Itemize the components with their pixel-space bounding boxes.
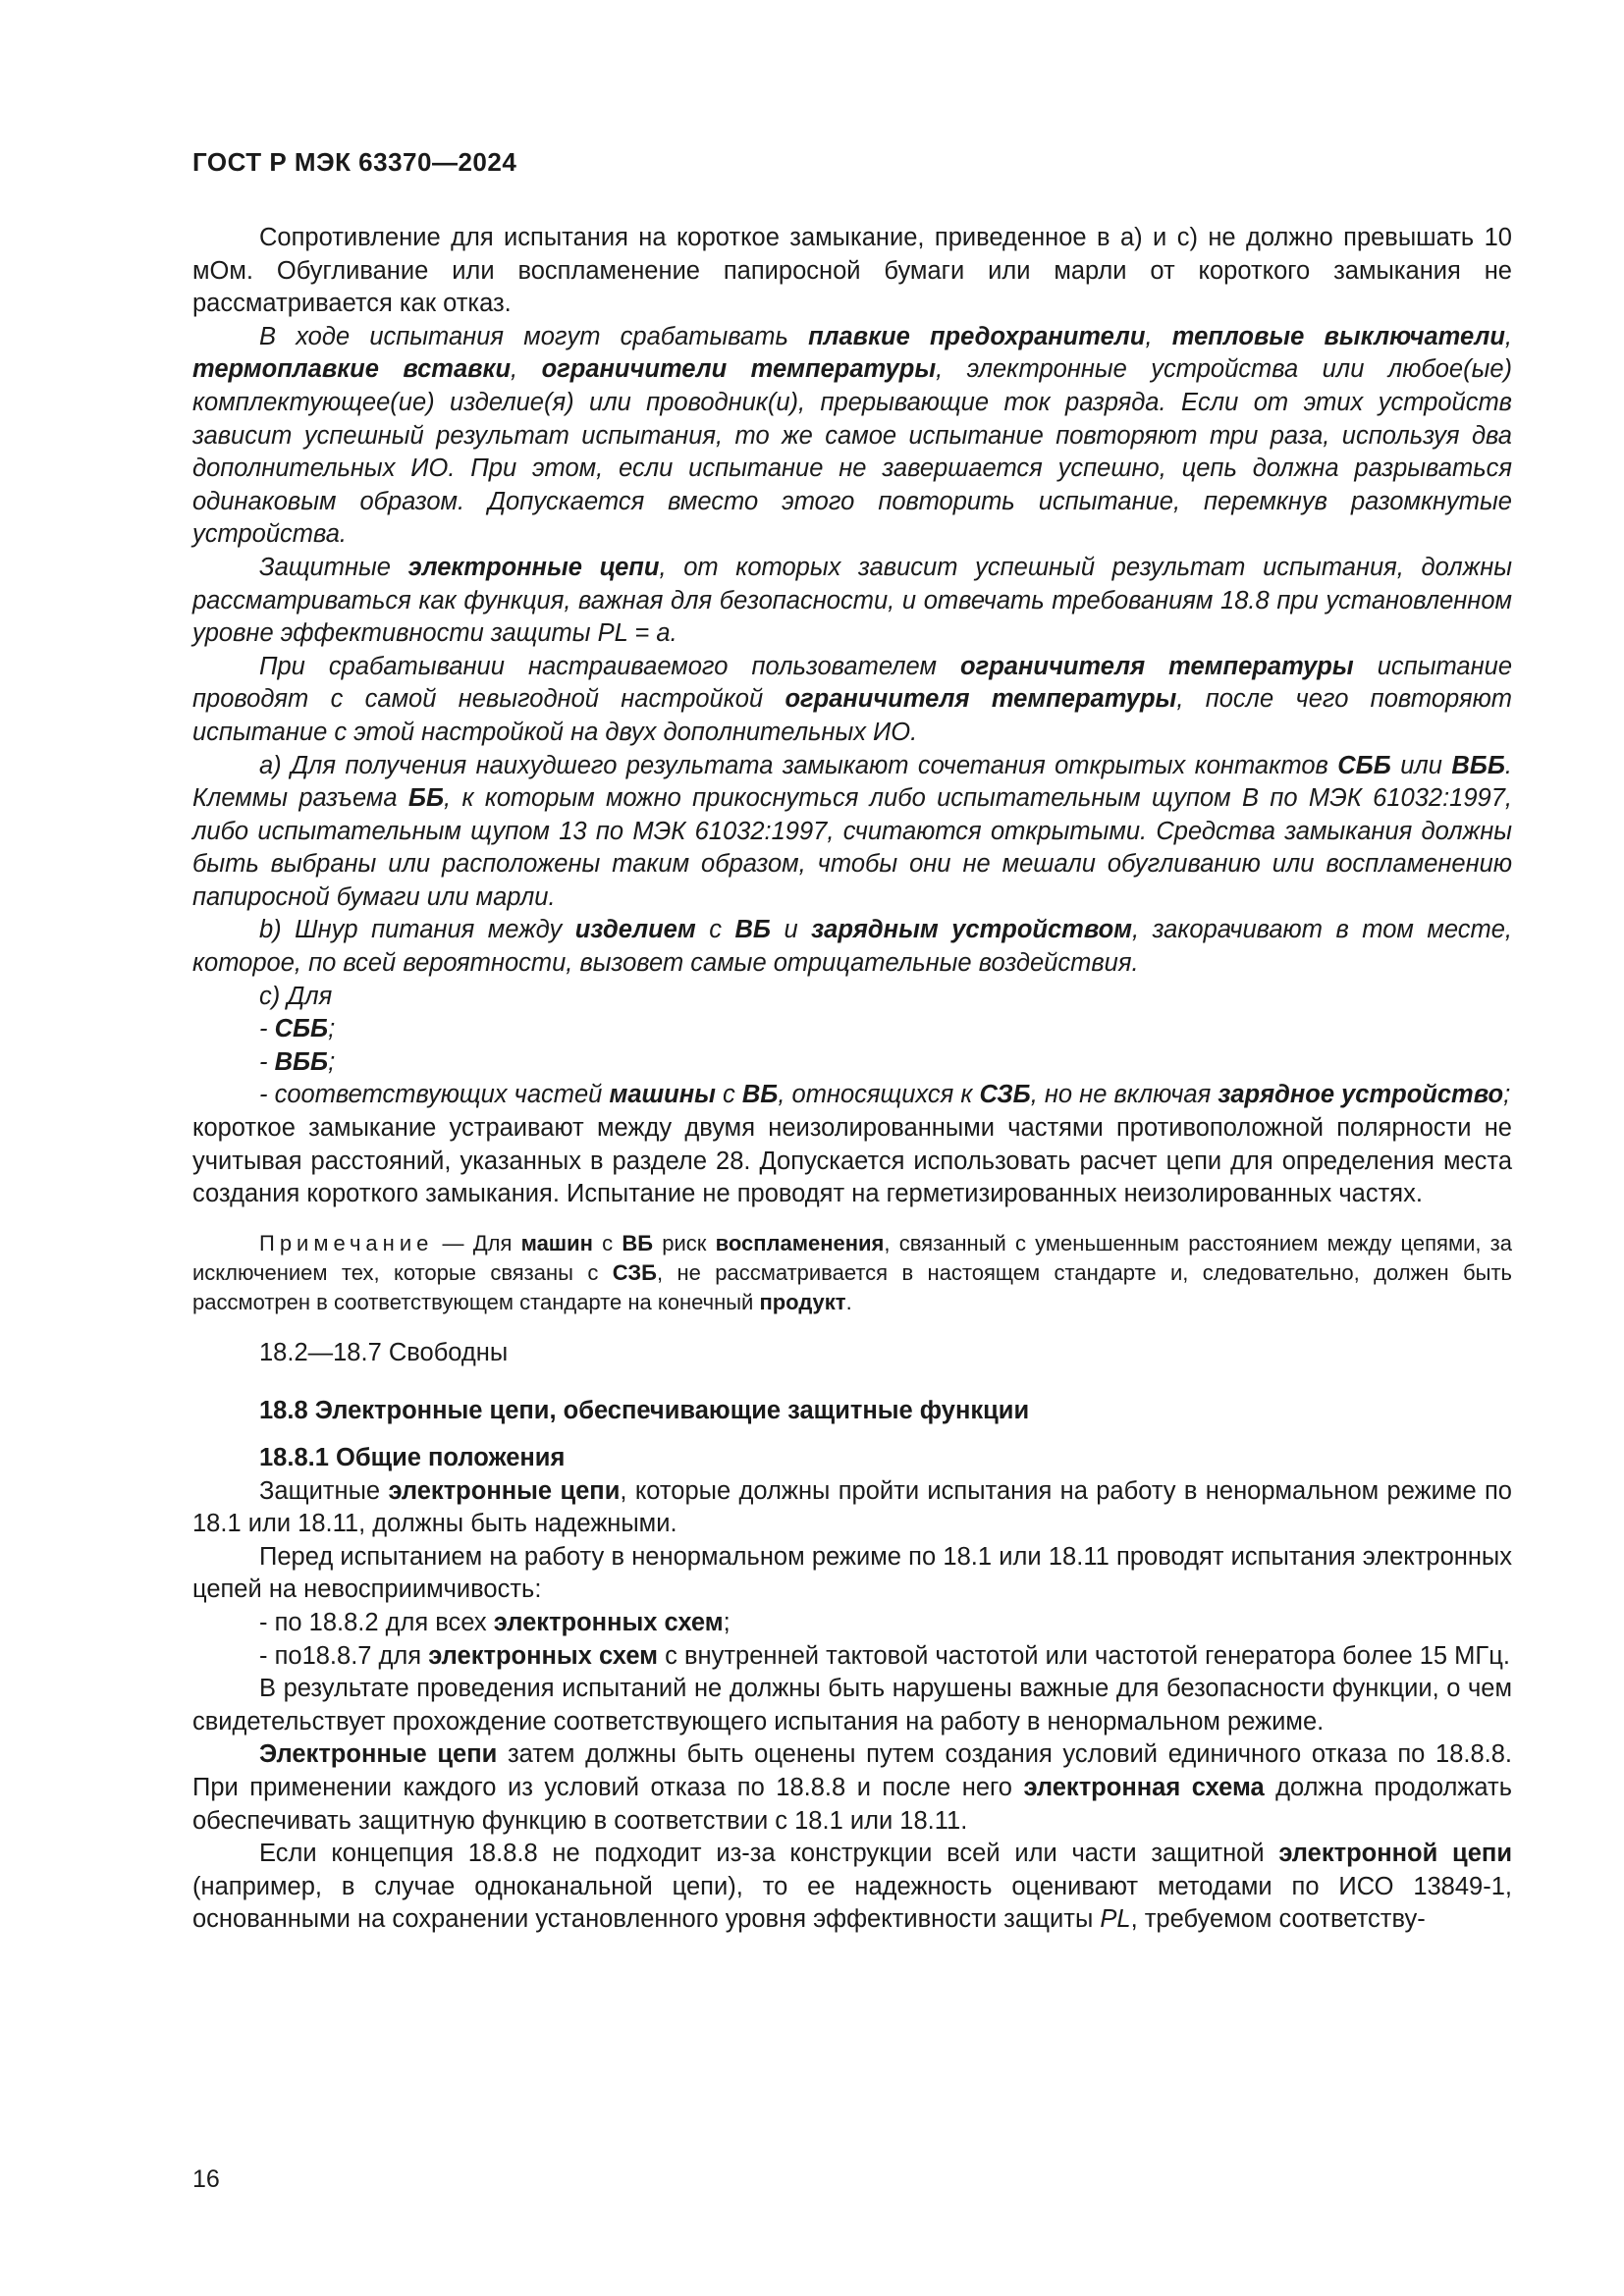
text-run: ; [723, 1608, 731, 1636]
text-run: и [770, 916, 812, 944]
paragraph [192, 750, 1512, 915]
bold-term: электронные цепи [407, 553, 660, 581]
bold-term: электронных схем [493, 1608, 724, 1636]
bold-term: плавкие предохранители [808, 322, 1146, 350]
bold-term: ВББ [274, 1047, 329, 1076]
text-run: ; [328, 1015, 336, 1043]
text-run: , к которым можно прикоснуться либо испытательным щупом B по МЭК 61032:1997, либо испытательным щупом 13 по МЭК 61032:1997, считаются открытыми. Средства замыкания должны быть выбраны или расположены таким образом, чтобы они не мешали обугливанию или воспламенению папиросной бумаги или марли. [192, 784, 1512, 911]
text-run: , требуемом соответству- [1130, 1905, 1426, 1934]
bold-term: ВБ [741, 1081, 779, 1109]
text-run: , которые должны пройти испытания на работу в ненормальном режиме по 18.1 или 18.11, должны быть надежными. [192, 1476, 1512, 1538]
text-run: - [259, 1015, 275, 1043]
paragraph [192, 1640, 1512, 1674]
text-run: . [845, 1289, 852, 1314]
paragraph [192, 1607, 1512, 1640]
text-run: - соответствующих частей [259, 1081, 610, 1109]
bold-term: электронных схем [428, 1641, 659, 1670]
page-number: 16 [192, 2165, 220, 2193]
text-run: , от которых зависит успешный результат испытания, должны рассматриваться как функция, важная для безопасности, и отвечать требованиям 18.8 при установленном уровне эффективности защиты PL = a. [192, 553, 1512, 648]
text-run: , [511, 355, 542, 384]
bold-term: электронной цепи [1278, 1840, 1512, 1868]
italic-term: PL [1100, 1905, 1131, 1934]
text-run: . Клеммы разъема [192, 751, 1512, 813]
bold-term: машин [520, 1230, 593, 1255]
text-run: В ходе испытания могут срабатывать [259, 322, 809, 350]
text-run: 18.8 Электронные цепи, обеспечивающие защитные функции [259, 1397, 1030, 1425]
text-run: Сопротивление для испытания на короткое замыкание, приведенное в a) и c) не должно превышать 10 мОм. Обугливание или воспламенение папиросной бумаги или марли от короткого замыкания не рассматривается как отказ. [192, 224, 1512, 318]
text-run: b) Шнур питания между [259, 916, 575, 944]
bold-term: машины [609, 1081, 716, 1109]
text-run: - [259, 1047, 275, 1076]
bold-term: СББ [1337, 751, 1391, 779]
bold-term: ББ [407, 784, 445, 813]
text-run: или [1390, 751, 1452, 779]
bold-term: СББ [274, 1015, 329, 1043]
text-run: с [715, 1081, 742, 1109]
text-run: c) Для [259, 982, 333, 1010]
text-run: , относящихся к [778, 1081, 980, 1109]
note-label: Примечание [259, 1230, 434, 1255]
bold-term: ВББ [1451, 751, 1505, 779]
paragraph [192, 1442, 1512, 1475]
paragraph [192, 1229, 1512, 1317]
bold-term: ограничителя температуры [785, 685, 1177, 714]
page-header: ГОСТ Р МЭК 63370—2024 [192, 147, 517, 177]
text-run: 18.2—18.7 Свободны [259, 1338, 509, 1366]
text-run: , связанный с уменьшенным расстоянием между цепями, за исключением тех, которые связаны с [192, 1230, 1512, 1285]
text-run: , [1145, 322, 1172, 350]
text-run: В результате проведения испытаний не должны быть нарушены важные для безопасности функции, о чем свидетельствует прохождение соответствующего испытания на работу в ненормальном режиме. [192, 1675, 1512, 1735]
text-run: с внутренней тактовой частотой или частотой генератора более 15 МГц. [658, 1641, 1510, 1670]
paragraph [192, 981, 1512, 1014]
text-run: Защитные [259, 553, 408, 581]
text-run: испытание проводят с самой невыгодной настройкой [192, 652, 1512, 714]
bold-term: Электронные цепи [259, 1740, 498, 1769]
paragraph [192, 1046, 1512, 1080]
bold-term: электронные цепи [388, 1476, 621, 1505]
paragraph [192, 914, 1512, 980]
bold-term: ВБ [622, 1230, 654, 1255]
text-run: Защитные [259, 1476, 389, 1505]
paragraph [192, 1337, 1512, 1370]
text-run: - по 18.8.2 для всех [259, 1608, 494, 1636]
text-run: ; [328, 1047, 336, 1076]
paragraph [192, 321, 1512, 552]
text-run: затем должны быть оценены путем создания условий единичного отказа по 18.8.8. При применении каждого из условий отказа по 18.8.8 и после него [192, 1740, 1512, 1801]
paragraph [192, 651, 1512, 750]
bold-term: изделием [574, 916, 696, 944]
text-run: , электронные устройства или любое(ые) комплектующее(ие) изделие(я) или проводник(и), прерывающие ток разряда. Если от этих устройств зависит успешный результат испытания, то же самое испытание повторяют три раза, используя два дополнительных ИО. При этом, если испытание не завершается успешно, цепь должна разрываться одинаковым образом. Допускается вместо этого повторить испытание, перемкнув разомкнутые устройства. [192, 355, 1513, 549]
text-run: Если концепция 18.8.8 не подходит из-за конструкции всей или части защитной [259, 1840, 1279, 1868]
paragraph [192, 1079, 1512, 1112]
paragraph [192, 1395, 1512, 1428]
text-run: риск [653, 1230, 716, 1255]
bold-term: термоплавкие вставки [192, 355, 512, 384]
paragraph [192, 1541, 1512, 1607]
text-run: (например, в случае одноканальной цепи), то ее надежность оценивают методами по ИСО 13849-1, основанными на сохранении установленного уровня эффективности защиты [192, 1872, 1512, 1934]
text-run: a) Для получения наихудшего результата замыкают сочетания открытых контактов [259, 751, 1338, 779]
paragraph [192, 222, 1512, 321]
text-run: , [1504, 322, 1512, 350]
paragraph [192, 552, 1512, 651]
bold-term: зарядным устройством [811, 916, 1133, 944]
text-run: - по18.8.7 для [259, 1641, 429, 1670]
bold-term: тепловые выключатели [1171, 322, 1505, 350]
text-run: с [695, 916, 735, 944]
text-run: должна продолжать обеспечивать защитную функцию в соответствии с 18.1 или 18.11. [192, 1773, 1512, 1835]
text-run: , закорачивают в том месте, которое, по всей вероятности, вызовет самые отрицательные воздействия. [192, 916, 1513, 978]
bold-term: продукт [759, 1289, 846, 1314]
text-run: Перед испытанием на работу в ненормальном режиме по 18.1 или 18.11 проводят испытания электронных цепей на невосприимчивость: [192, 1542, 1512, 1604]
bold-term: зарядное устройство [1218, 1081, 1504, 1109]
text-run: с [592, 1230, 623, 1255]
bold-term: СЗБ [612, 1259, 657, 1285]
text-run: , не рассматривается в настоящем стандарте и, следовательно, должен быть рассмотрен в соответствующем стандарте на конечный [192, 1259, 1513, 1314]
bold-term: воспламенения [715, 1230, 885, 1255]
text-run: , но не включая [1030, 1081, 1218, 1109]
text-run: ; [1503, 1081, 1511, 1109]
bold-term: ограничители температуры [541, 355, 937, 384]
bold-term: электронная схема [1023, 1773, 1265, 1801]
text-run: 18.8.1 Общие положения [259, 1444, 566, 1471]
bold-term: СЗБ [979, 1081, 1031, 1109]
text-run: — Для [433, 1230, 521, 1255]
bold-term: ВБ [734, 916, 771, 944]
bold-term: ограничителя температуры [960, 652, 1354, 680]
document-body [192, 222, 1512, 1937]
text-run: короткое замыкание устраивают между двумя неизолированными частями противоположной полярности не учитывая расстояний, указанных в разделе 28. Допускается использовать расчет цепи для определения места создания короткого замыкания. Испытание не проводят на герметизированных неизолированных частях. [192, 1114, 1512, 1208]
paragraph [192, 1112, 1512, 1211]
paragraph [192, 1673, 1512, 1738]
text-run: , после чего повторяют испытание с этой настройкой на двух дополнительных ИО. [192, 685, 1512, 746]
text-run: При срабатывании настраиваемого пользователем [259, 652, 961, 680]
paragraph [192, 1838, 1512, 1937]
paragraph [192, 1738, 1512, 1838]
paragraph [192, 1013, 1512, 1046]
paragraph [192, 1475, 1512, 1541]
